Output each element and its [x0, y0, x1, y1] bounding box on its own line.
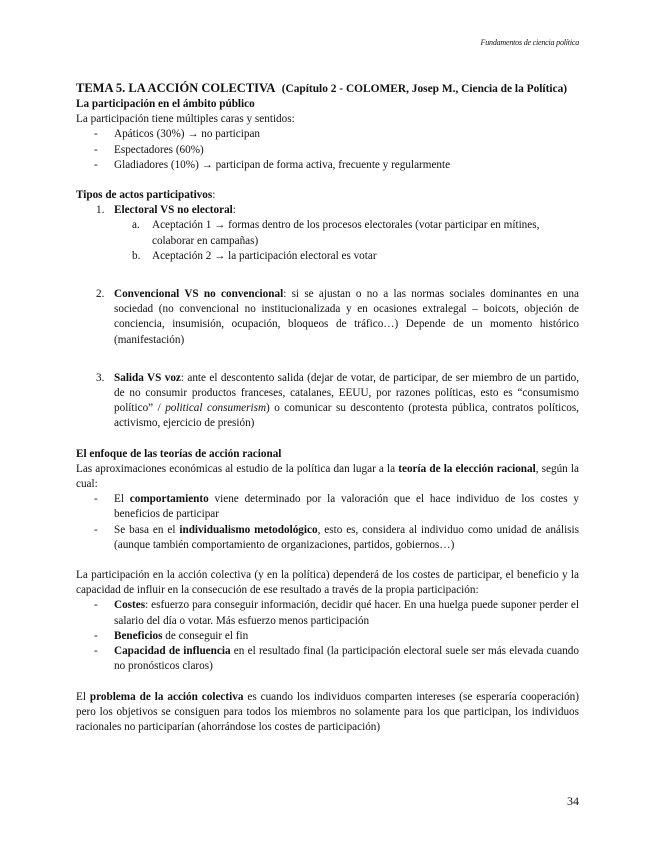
list-item-text: Espectadores (60%)	[114, 143, 204, 156]
list-item-text: , esto es, considera al individuo como unidad de análisis (aunque también comportamiento de organizaciones, partidos, gobiernos…)	[114, 523, 579, 551]
problem-text-c: es cuando los individuos comparten intereses (se esperaría cooperación) pero los objetivos se consiguen para todos los miembros no solamente para los que participan, los individuos racionales no participarían (ahorrándose los costes de participación)	[76, 690, 579, 733]
term-benefits: Beneficios	[114, 629, 163, 642]
act-types-list	[76, 203, 579, 264]
list-item-text: de conseguir el fin	[162, 629, 249, 642]
list-item	[76, 644, 579, 674]
item-number: 2.	[96, 288, 105, 301]
heading-participation: La participación en el ámbito público	[76, 98, 255, 110]
term-influence: Capacidad de influencia	[114, 645, 231, 658]
term-costs: Costes	[114, 599, 146, 612]
participation-intro: La participación tiene múltiples caras y sentidos:	[76, 113, 295, 126]
heading-act-types: Tipos de actos participativos	[76, 189, 213, 202]
list-item-text: El	[114, 493, 130, 506]
term-electoral: Electoral VS no electoral	[114, 204, 233, 217]
heading-colon: :	[212, 189, 216, 202]
page-number: 34	[567, 794, 579, 808]
bullet-dash: -	[94, 493, 98, 506]
collective-action-problem	[76, 690, 579, 736]
costs-list	[76, 598, 579, 674]
rational-choice-term: teoría de la elección racional	[398, 462, 536, 475]
bullet-dash: -	[94, 143, 98, 156]
list-item-text: : esfuerzo para conseguir información, decidir qué hacer. En una huelga puede suponer perder el salario del día o votar. Más esfuerzo menos participación	[114, 599, 579, 627]
list-item-text: Gladiadores (10%) → participan de forma activa, frecuente y regularmente	[114, 158, 451, 171]
exit-voice-emphasis: political consumerism	[160, 402, 267, 415]
problem-text-a: El	[76, 690, 90, 703]
bullet-dash: -	[94, 629, 98, 642]
numbered-item-conventional	[76, 287, 579, 348]
term-exit-voice: Salida VS voz	[114, 371, 181, 384]
sub-item-text: Aceptación 2 → la participación electoral es votar	[152, 249, 377, 262]
list-item-text: Apáticos (30%) → no participan	[114, 128, 261, 141]
running-header: Fundamentos de ciencia política	[480, 38, 579, 47]
chapter-title	[76, 80, 579, 97]
list-item-text: Se basa en el	[114, 523, 180, 536]
rational-intro-c: , según la cual:	[76, 462, 579, 491]
chapter-title-main: TEMA 5. LA ACCIÓN COLECTIVA	[76, 81, 276, 95]
term-methodological-individualism: individualismo metodológico	[179, 523, 318, 536]
list-item	[76, 158, 579, 173]
heading-rational-action: El enfoque de las teorías de acción racional	[76, 447, 282, 460]
sub-item-text: Aceptación 1 → formas dentro de los procesos electorales (votar participar en mítines, colaborar en campañas)	[152, 219, 540, 247]
chapter-title-reference: (Capítulo 2 - COLOMER, Josep M., Ciencia de la Política)	[281, 83, 568, 95]
page-content	[76, 80, 579, 735]
term-colon: :	[232, 204, 236, 217]
list-item	[76, 143, 579, 158]
bullet-dash: -	[94, 599, 98, 612]
bullet-dash: -	[94, 158, 98, 171]
list-item	[76, 523, 579, 553]
conventional-text: : si se ajustan o no a las normas sociales dominantes en una sociedad (no convencional no institucionalizada y en ocasiones extralegal – boicots, objeción de conciencia, insumisión, ocupación, bloqueos de tráfico…) Depende de un momento histórico (manifestación)	[114, 288, 579, 346]
act-types-list-2	[76, 287, 579, 348]
numbered-item-electoral	[76, 203, 579, 264]
participation-list	[76, 127, 579, 173]
bullet-dash: -	[94, 645, 98, 658]
rational-intro	[76, 462, 579, 492]
list-item-text: en el resultado final (la participación electoral suele ser más elevada cuando no pronósticos claros)	[114, 645, 579, 673]
rational-list	[76, 492, 579, 553]
item-number: 1.	[96, 204, 105, 217]
list-item	[76, 629, 579, 644]
numbered-item-exit-voice	[76, 371, 579, 432]
bullet-dash: -	[94, 523, 98, 536]
list-item	[76, 598, 579, 628]
heading-act-types-line	[76, 188, 579, 203]
electoral-sublist	[114, 218, 579, 264]
sub-item	[114, 218, 579, 248]
collective-action-paragraph: La participación en la acción colectiva (y en la política) dependerá de los costes de participar, el beneficio y la capacidad de influir en la consecución de ese resultado a través de la propia participación:	[76, 569, 579, 597]
sub-item-letter: b.	[132, 249, 141, 262]
list-item	[76, 492, 579, 522]
bullet-dash: -	[94, 128, 98, 141]
act-types-list-3	[76, 371, 579, 432]
exit-voice-text-a: : ante el descontento salida (dejar de votar, de participar, de ser miembro de un partido, de no consumir productos franceses, catalanes, EEUU, por razones políticas, esto es “consumismo político” /	[114, 371, 579, 415]
sub-item-letter: a.	[132, 219, 140, 232]
term-behaviour: comportamiento	[129, 493, 209, 506]
item-number: 3.	[96, 371, 105, 384]
term-collective-action-problem: problema de la acción colectiva	[89, 690, 244, 703]
exit-voice-text-b: ) o comunicar su descontento (protesta pública, contratos políticos, activismo, ejercicio de presión)	[114, 402, 579, 430]
rational-intro-a: Las aproximaciones económicas al estudio de la política dan lugar a la	[76, 462, 399, 475]
list-item-text: viene determinado por la valoración que el hace individuo de los costes y beneficios de participar	[114, 493, 579, 521]
list-item	[76, 127, 579, 142]
sub-item	[114, 249, 579, 264]
term-conventional: Convencional VS no convencional	[114, 288, 284, 301]
